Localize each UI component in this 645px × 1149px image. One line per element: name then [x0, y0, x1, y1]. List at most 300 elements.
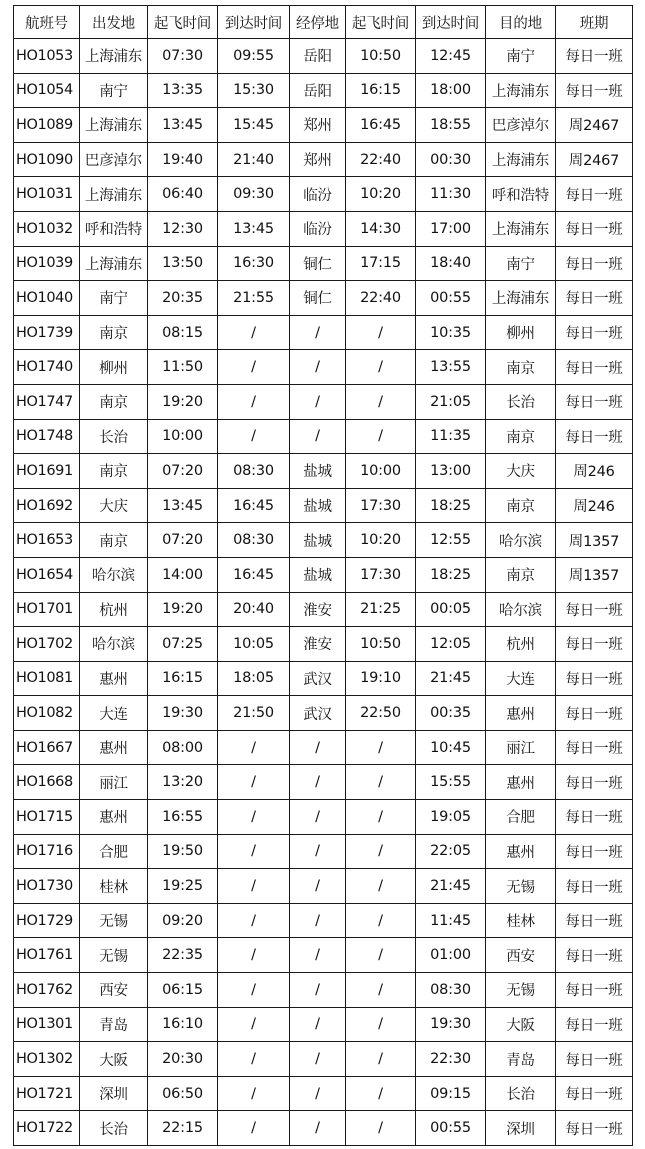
destination-cell: 大阪 — [486, 1007, 556, 1042]
arrival-time-cell: 15:55 — [416, 765, 486, 800]
origin-cell: 大连 — [80, 696, 148, 731]
destination-cell: 南京 — [486, 488, 556, 523]
arrival-time-cell: 21:05 — [416, 384, 486, 419]
stop-arrival-time-cell: 20:40 — [218, 592, 290, 627]
header-schedule: 班期 — [556, 6, 633, 39]
stopover-cell: 淮安 — [290, 592, 346, 627]
stop-departure-time-cell: 10:20 — [346, 177, 416, 212]
origin-cell: 上海浦东 — [80, 246, 148, 281]
origin-cell: 西安 — [80, 973, 148, 1008]
departure-time-cell: 16:10 — [148, 1007, 218, 1042]
schedule-cell: 每日一班 — [556, 938, 633, 973]
stop-arrival-time-cell: / — [218, 765, 290, 800]
arrival-time-cell: 19:05 — [416, 800, 486, 835]
flight-no-cell: HO1654 — [14, 557, 80, 592]
table-row — [14, 661, 633, 696]
stopover-cell: / — [290, 765, 346, 800]
header-stopover: 经停地 — [290, 6, 346, 39]
stopover-cell: 临汾 — [290, 177, 346, 212]
origin-cell: 呼和浩特 — [80, 211, 148, 246]
schedule-cell: 每日一班 — [556, 419, 633, 454]
departure-time-cell: 09:20 — [148, 903, 218, 938]
departure-time-cell: 22:15 — [148, 1111, 218, 1146]
stopover-cell: 郑州 — [290, 142, 346, 177]
table-row — [14, 73, 633, 108]
origin-cell: 惠州 — [80, 800, 148, 835]
header-stop-departure-time: 起飞时间 — [346, 6, 416, 39]
destination-cell: 西安 — [486, 938, 556, 973]
arrival-time-cell: 21:45 — [416, 869, 486, 904]
arrival-time-cell: 12:45 — [416, 39, 486, 74]
arrival-time-cell: 10:45 — [416, 730, 486, 765]
stop-departure-time-cell: / — [346, 350, 416, 385]
flight-no-cell: HO1729 — [14, 903, 80, 938]
stop-arrival-time-cell: 18:05 — [218, 661, 290, 696]
departure-time-cell: 14:00 — [148, 557, 218, 592]
schedule-cell: 每日一班 — [556, 800, 633, 835]
destination-cell: 南京 — [486, 557, 556, 592]
origin-cell: 合肥 — [80, 834, 148, 869]
stop-arrival-time-cell: 16:45 — [218, 488, 290, 523]
origin-cell: 南京 — [80, 315, 148, 350]
stop-arrival-time-cell: / — [218, 1042, 290, 1077]
origin-cell: 惠州 — [80, 661, 148, 696]
stop-arrival-time-cell: 08:30 — [218, 523, 290, 558]
arrival-time-cell: 21:45 — [416, 661, 486, 696]
departure-time-cell: 07:20 — [148, 454, 218, 489]
arrival-time-cell: 00:05 — [416, 592, 486, 627]
table-row — [14, 1042, 633, 1077]
flight-no-cell: HO1667 — [14, 730, 80, 765]
origin-cell: 惠州 — [80, 730, 148, 765]
stop-departure-time-cell: 21:25 — [346, 592, 416, 627]
stop-departure-time-cell: 10:50 — [346, 39, 416, 74]
header-origin: 出发地 — [80, 6, 148, 39]
stop-arrival-time-cell: / — [218, 730, 290, 765]
table-row — [14, 1007, 633, 1042]
flight-no-cell: HO1032 — [14, 211, 80, 246]
table-row — [14, 765, 633, 800]
stop-arrival-time-cell: / — [218, 903, 290, 938]
stop-arrival-time-cell: 09:30 — [218, 177, 290, 212]
schedule-cell: 每日一班 — [556, 315, 633, 350]
origin-cell: 柳州 — [80, 350, 148, 385]
table-row — [14, 800, 633, 835]
stop-departure-time-cell: / — [346, 869, 416, 904]
stop-departure-time-cell: 19:10 — [346, 661, 416, 696]
stop-departure-time-cell: 16:45 — [346, 108, 416, 143]
schedule-cell: 每日一班 — [556, 350, 633, 385]
flight-no-cell: HO1702 — [14, 627, 80, 662]
flight-no-cell: HO1039 — [14, 246, 80, 281]
flight-no-cell: HO1031 — [14, 177, 80, 212]
stop-arrival-time-cell: 16:45 — [218, 557, 290, 592]
stop-departure-time-cell: / — [346, 1042, 416, 1077]
table-row — [14, 696, 633, 731]
table-row — [14, 108, 633, 143]
arrival-time-cell: 01:00 — [416, 938, 486, 973]
header-row — [14, 6, 633, 39]
stopover-cell: / — [290, 350, 346, 385]
arrival-time-cell: 17:00 — [416, 211, 486, 246]
flight-no-cell: HO1762 — [14, 973, 80, 1008]
origin-cell: 大阪 — [80, 1042, 148, 1077]
arrival-time-cell: 18:55 — [416, 108, 486, 143]
arrival-time-cell: 18:25 — [416, 488, 486, 523]
destination-cell: 南京 — [486, 350, 556, 385]
header-flight-no: 航班号 — [14, 6, 80, 39]
flight-no-cell: HO1081 — [14, 661, 80, 696]
origin-cell: 大庆 — [80, 488, 148, 523]
table-row — [14, 211, 633, 246]
stop-arrival-time-cell: 08:30 — [218, 454, 290, 489]
arrival-time-cell: 08:30 — [416, 973, 486, 1008]
stop-arrival-time-cell: 16:30 — [218, 246, 290, 281]
origin-cell: 上海浦东 — [80, 177, 148, 212]
table-row — [14, 973, 633, 1008]
origin-cell: 上海浦东 — [80, 108, 148, 143]
flight-no-cell: HO1692 — [14, 488, 80, 523]
origin-cell: 长治 — [80, 1111, 148, 1146]
departure-time-cell: 13:35 — [148, 73, 218, 108]
flight-no-cell: HO1082 — [14, 696, 80, 731]
stop-arrival-time-cell: / — [218, 834, 290, 869]
schedule-cell: 每日一班 — [556, 592, 633, 627]
flight-no-cell: HO1691 — [14, 454, 80, 489]
origin-cell: 无锡 — [80, 938, 148, 973]
arrival-time-cell: 00:55 — [416, 1111, 486, 1146]
origin-cell: 南宁 — [80, 281, 148, 316]
stop-arrival-time-cell: / — [218, 350, 290, 385]
schedule-cell: 每日一班 — [556, 281, 633, 316]
destination-cell: 合肥 — [486, 800, 556, 835]
table-row — [14, 834, 633, 869]
stop-departure-time-cell: / — [346, 800, 416, 835]
destination-cell: 上海浦东 — [486, 142, 556, 177]
stopover-cell: 岳阳 — [290, 39, 346, 74]
arrival-time-cell: 00:30 — [416, 142, 486, 177]
departure-time-cell: 20:35 — [148, 281, 218, 316]
header-stop-arrival-time: 到达时间 — [218, 6, 290, 39]
stop-arrival-time-cell: 15:45 — [218, 108, 290, 143]
arrival-time-cell: 11:45 — [416, 903, 486, 938]
origin-cell: 哈尔滨 — [80, 627, 148, 662]
stopover-cell: / — [290, 1007, 346, 1042]
departure-time-cell: 07:25 — [148, 627, 218, 662]
flight-no-cell: HO1722 — [14, 1111, 80, 1146]
arrival-time-cell: 09:15 — [416, 1076, 486, 1111]
destination-cell: 呼和浩特 — [486, 177, 556, 212]
departure-time-cell: 19:20 — [148, 384, 218, 419]
stop-arrival-time-cell: 15:30 — [218, 73, 290, 108]
schedule-cell: 周246 — [556, 488, 633, 523]
table-row — [14, 246, 633, 281]
arrival-time-cell: 13:55 — [416, 350, 486, 385]
arrival-time-cell: 18:25 — [416, 557, 486, 592]
stop-departure-time-cell: / — [346, 1007, 416, 1042]
destination-cell: 大连 — [486, 661, 556, 696]
departure-time-cell: 13:20 — [148, 765, 218, 800]
flight-no-cell: HO1090 — [14, 142, 80, 177]
stop-arrival-time-cell: / — [218, 973, 290, 1008]
stopover-cell: 盐城 — [290, 454, 346, 489]
header-destination: 目的地 — [486, 6, 556, 39]
flight-no-cell: HO1761 — [14, 938, 80, 973]
stopover-cell: / — [290, 938, 346, 973]
origin-cell: 丽江 — [80, 765, 148, 800]
arrival-time-cell: 11:35 — [416, 419, 486, 454]
table-row — [14, 869, 633, 904]
destination-cell: 无锡 — [486, 973, 556, 1008]
stopover-cell: / — [290, 1042, 346, 1077]
origin-cell: 上海浦东 — [80, 39, 148, 74]
arrival-time-cell: 12:55 — [416, 523, 486, 558]
table-row — [14, 350, 633, 385]
stop-arrival-time-cell: / — [218, 938, 290, 973]
stopover-cell: 盐城 — [290, 488, 346, 523]
flight-no-cell: HO1747 — [14, 384, 80, 419]
departure-time-cell: 10:00 — [148, 419, 218, 454]
table-row — [14, 1076, 633, 1111]
table-row — [14, 903, 633, 938]
departure-time-cell: 19:40 — [148, 142, 218, 177]
stopover-cell: 铜仁 — [290, 246, 346, 281]
destination-cell: 上海浦东 — [486, 211, 556, 246]
stop-departure-time-cell: 22:40 — [346, 281, 416, 316]
schedule-cell: 每日一班 — [556, 1042, 633, 1077]
arrival-time-cell: 13:00 — [416, 454, 486, 489]
stop-departure-time-cell: / — [346, 765, 416, 800]
schedule-cell: 周246 — [556, 454, 633, 489]
table-row — [14, 315, 633, 350]
header-arrival-time: 到达时间 — [416, 6, 486, 39]
stop-arrival-time-cell: 10:05 — [218, 627, 290, 662]
destination-cell: 上海浦东 — [486, 281, 556, 316]
origin-cell: 深圳 — [80, 1076, 148, 1111]
origin-cell: 南京 — [80, 384, 148, 419]
stopover-cell: 岳阳 — [290, 73, 346, 108]
departure-time-cell: 19:20 — [148, 592, 218, 627]
table-header — [14, 6, 633, 39]
origin-cell: 长治 — [80, 419, 148, 454]
stopover-cell: / — [290, 1111, 346, 1146]
departure-time-cell: 19:50 — [148, 834, 218, 869]
arrival-time-cell: 18:40 — [416, 246, 486, 281]
stop-arrival-time-cell: / — [218, 419, 290, 454]
schedule-cell: 周2467 — [556, 108, 633, 143]
stopover-cell: 武汉 — [290, 696, 346, 731]
departure-time-cell: 19:25 — [148, 869, 218, 904]
schedule-cell: 每日一班 — [556, 177, 633, 212]
stop-departure-time-cell: 17:15 — [346, 246, 416, 281]
schedule-cell: 周1357 — [556, 523, 633, 558]
departure-time-cell: 20:30 — [148, 1042, 218, 1077]
table-row — [14, 142, 633, 177]
destination-cell: 桂林 — [486, 903, 556, 938]
flight-no-cell: HO1653 — [14, 523, 80, 558]
flight-no-cell: HO1302 — [14, 1042, 80, 1077]
departure-time-cell: 11:50 — [148, 350, 218, 385]
departure-time-cell: 19:30 — [148, 696, 218, 731]
schedule-cell: 每日一班 — [556, 869, 633, 904]
stopover-cell: 盐城 — [290, 523, 346, 558]
table-body — [14, 39, 633, 1146]
departure-time-cell: 16:15 — [148, 661, 218, 696]
table-row — [14, 281, 633, 316]
arrival-time-cell: 12:05 — [416, 627, 486, 662]
stopover-cell: 铜仁 — [290, 281, 346, 316]
origin-cell: 桂林 — [80, 869, 148, 904]
table-row — [14, 177, 633, 212]
table-row — [14, 454, 633, 489]
flight-no-cell: HO1740 — [14, 350, 80, 385]
stopover-cell: 郑州 — [290, 108, 346, 143]
flight-no-cell: HO1715 — [14, 800, 80, 835]
stopover-cell: / — [290, 973, 346, 1008]
departure-time-cell: 13:50 — [148, 246, 218, 281]
stopover-cell: / — [290, 869, 346, 904]
origin-cell: 青岛 — [80, 1007, 148, 1042]
destination-cell: 柳州 — [486, 315, 556, 350]
stop-departure-time-cell: / — [346, 730, 416, 765]
stop-departure-time-cell: / — [346, 938, 416, 973]
departure-time-cell: 22:35 — [148, 938, 218, 973]
destination-cell: 杭州 — [486, 627, 556, 662]
stop-departure-time-cell: 22:40 — [346, 142, 416, 177]
departure-time-cell: 06:40 — [148, 177, 218, 212]
stopover-cell: / — [290, 834, 346, 869]
flight-no-cell: HO1301 — [14, 1007, 80, 1042]
schedule-cell: 每日一班 — [556, 973, 633, 1008]
stopover-cell: 武汉 — [290, 661, 346, 696]
schedule-cell: 周1357 — [556, 557, 633, 592]
stopover-cell: 临汾 — [290, 211, 346, 246]
stopover-cell: / — [290, 730, 346, 765]
schedule-cell: 每日一班 — [556, 696, 633, 731]
schedule-cell: 每日一班 — [556, 765, 633, 800]
table-row — [14, 523, 633, 558]
schedule-cell: 每日一班 — [556, 730, 633, 765]
schedule-cell: 每日一班 — [556, 1111, 633, 1146]
stop-arrival-time-cell: / — [218, 1007, 290, 1042]
stop-departure-time-cell: / — [346, 384, 416, 419]
stop-departure-time-cell: 10:00 — [346, 454, 416, 489]
arrival-time-cell: 19:30 — [416, 1007, 486, 1042]
arrival-time-cell: 00:55 — [416, 281, 486, 316]
origin-cell: 无锡 — [80, 903, 148, 938]
stop-arrival-time-cell: / — [218, 869, 290, 904]
stopover-cell: / — [290, 903, 346, 938]
destination-cell: 惠州 — [486, 834, 556, 869]
stopover-cell: 盐城 — [290, 557, 346, 592]
destination-cell: 青岛 — [486, 1042, 556, 1077]
stop-arrival-time-cell: 09:55 — [218, 39, 290, 74]
origin-cell: 南京 — [80, 454, 148, 489]
table-row — [14, 938, 633, 973]
stop-departure-time-cell: / — [346, 973, 416, 1008]
schedule-cell: 每日一班 — [556, 1076, 633, 1111]
arrival-time-cell: 11:30 — [416, 177, 486, 212]
arrival-time-cell: 22:05 — [416, 834, 486, 869]
destination-cell: 无锡 — [486, 869, 556, 904]
departure-time-cell: 16:55 — [148, 800, 218, 835]
flight-no-cell: HO1701 — [14, 592, 80, 627]
departure-time-cell: 08:15 — [148, 315, 218, 350]
stop-departure-time-cell: 10:20 — [346, 523, 416, 558]
destination-cell: 惠州 — [486, 765, 556, 800]
destination-cell: 巴彦淖尔 — [486, 108, 556, 143]
table-row — [14, 1111, 633, 1146]
stop-arrival-time-cell: 21:50 — [218, 696, 290, 731]
stop-arrival-time-cell: 13:45 — [218, 211, 290, 246]
arrival-time-cell: 10:35 — [416, 315, 486, 350]
table-row — [14, 384, 633, 419]
departure-time-cell: 12:30 — [148, 211, 218, 246]
stop-departure-time-cell: / — [346, 834, 416, 869]
schedule-cell: 每日一班 — [556, 211, 633, 246]
stop-departure-time-cell: / — [346, 1111, 416, 1146]
destination-cell: 长治 — [486, 384, 556, 419]
stopover-cell: / — [290, 315, 346, 350]
destination-cell: 哈尔滨 — [486, 523, 556, 558]
origin-cell: 哈尔滨 — [80, 557, 148, 592]
flight-no-cell: HO1040 — [14, 281, 80, 316]
stop-departure-time-cell: 16:15 — [346, 73, 416, 108]
departure-time-cell: 13:45 — [148, 488, 218, 523]
schedule-cell: 每日一班 — [556, 661, 633, 696]
origin-cell: 南宁 — [80, 73, 148, 108]
departure-time-cell: 13:45 — [148, 108, 218, 143]
stop-departure-time-cell: / — [346, 903, 416, 938]
destination-cell: 长治 — [486, 1076, 556, 1111]
table-row — [14, 39, 633, 74]
arrival-time-cell: 18:00 — [416, 73, 486, 108]
schedule-cell: 每日一班 — [556, 903, 633, 938]
table-row — [14, 488, 633, 523]
stop-departure-time-cell: 10:50 — [346, 627, 416, 662]
stop-arrival-time-cell: / — [218, 384, 290, 419]
departure-time-cell: 07:20 — [148, 523, 218, 558]
flight-no-cell: HO1054 — [14, 73, 80, 108]
origin-cell: 巴彦淖尔 — [80, 142, 148, 177]
table-row — [14, 730, 633, 765]
flight-no-cell: HO1748 — [14, 419, 80, 454]
destination-cell: 南宁 — [486, 39, 556, 74]
header-departure-time: 起飞时间 — [148, 6, 218, 39]
flight-no-cell: HO1053 — [14, 39, 80, 74]
departure-time-cell: 06:50 — [148, 1076, 218, 1111]
flight-schedule-table — [13, 5, 633, 1146]
destination-cell: 大庆 — [486, 454, 556, 489]
schedule-cell: 每日一班 — [556, 246, 633, 281]
arrival-time-cell: 00:35 — [416, 696, 486, 731]
stopover-cell: / — [290, 384, 346, 419]
stopover-cell: 淮安 — [290, 627, 346, 662]
schedule-cell: 周2467 — [556, 142, 633, 177]
stop-arrival-time-cell: / — [218, 1076, 290, 1111]
stop-arrival-time-cell: / — [218, 315, 290, 350]
flight-no-cell: HO1739 — [14, 315, 80, 350]
arrival-time-cell: 22:30 — [416, 1042, 486, 1077]
stop-arrival-time-cell: / — [218, 1111, 290, 1146]
stop-departure-time-cell: 14:30 — [346, 211, 416, 246]
stop-arrival-time-cell: 21:40 — [218, 142, 290, 177]
origin-cell: 南京 — [80, 523, 148, 558]
departure-time-cell: 06:15 — [148, 973, 218, 1008]
stop-departure-time-cell: / — [346, 315, 416, 350]
flight-no-cell: HO1716 — [14, 834, 80, 869]
destination-cell: 南京 — [486, 419, 556, 454]
